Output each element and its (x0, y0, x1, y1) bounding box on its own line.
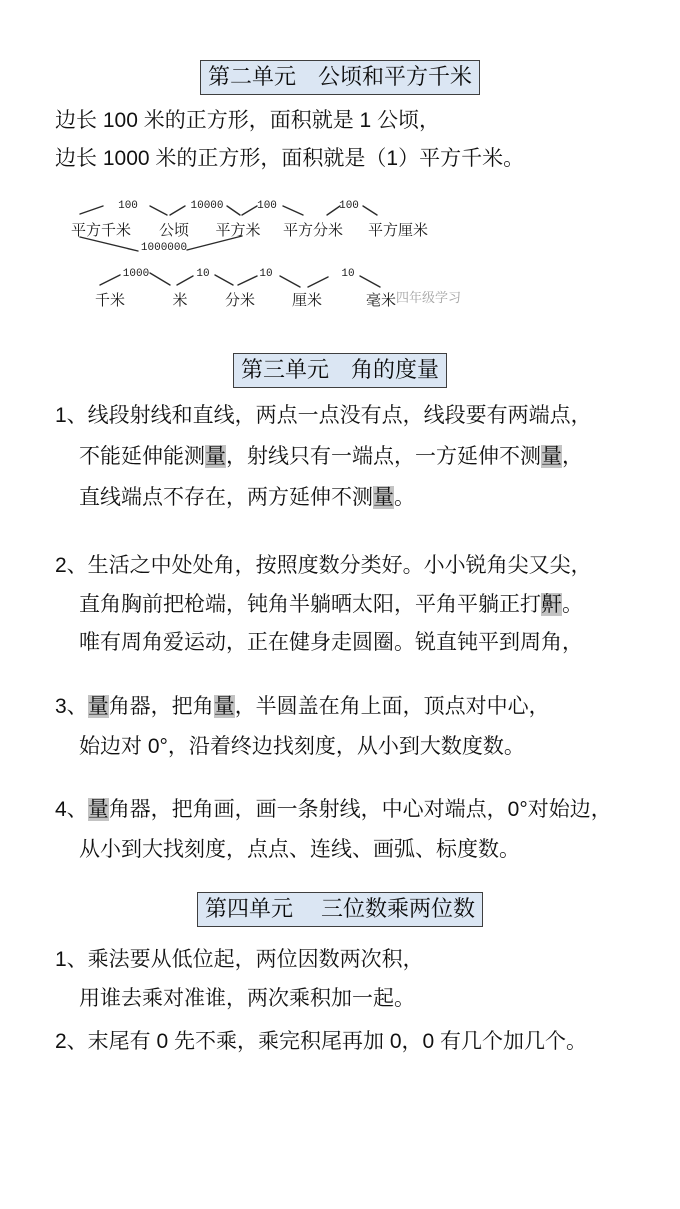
unit-label: 厘米 (291, 292, 323, 309)
factor-value: 10 (196, 268, 210, 280)
unit-label: 米 (172, 292, 188, 309)
factor-value: 100 (257, 200, 277, 212)
point-line: 1、线段射线和直线，两点一点没有点，线段要有两端点， (55, 404, 592, 427)
section-unit2-title-row (0, 60, 680, 95)
unit-label: 平方分米 (282, 222, 344, 239)
section-unit4-title: 第四单元 三位数乘两位数 (197, 892, 483, 927)
factor-value: 1000 (122, 268, 150, 280)
bottom-factor-value: 1000000 (140, 242, 188, 254)
point-line: 3、量角器，把角量，半圆盖在角上面，顶点对中心， (55, 695, 550, 718)
unit-label: 千米 (94, 292, 126, 309)
unit2-intro (55, 102, 655, 178)
unit3-point-4 (55, 790, 655, 870)
point-line: 用谁去乘对准谁，两次乘积加一起。 (79, 987, 415, 1010)
unit3-point-3 (55, 687, 655, 767)
unit3-point-1 (55, 395, 655, 518)
section-unit3-title-row (0, 353, 680, 388)
unit-label: 平方厘米 (367, 222, 429, 239)
point-line: 从小到大找刻度，点点、连线、画弧、标度数。 (79, 838, 520, 861)
unit4-point-1 (55, 940, 655, 1018)
point-line: 直角胸前把枪端，钝角半躺晒太阳，平角平躺正打鼾。 (79, 592, 583, 616)
point-line: 2、生活之中处处角，按照度数分类好。小小锐角尖又尖， (55, 554, 592, 577)
unit3-point-2 (55, 547, 655, 663)
section-unit2-title: 第二单元 公顷和平方千米 (200, 60, 480, 95)
unit-label: 平方千米 (70, 222, 132, 239)
factor-value: 10 (259, 268, 273, 280)
point-line: 直线端点不存在，两方延伸不测量。 (79, 486, 415, 509)
unit-label: 毫米 (365, 292, 397, 309)
unit-label: 分米 (224, 292, 256, 309)
factor-value: 100 (118, 200, 138, 212)
unit-label: 公顷 (158, 222, 190, 239)
point-line: 4、量角器，把角画，画一条射线，中心对端点，0°对始边， (55, 798, 612, 821)
factor-value: 10000 (190, 200, 224, 212)
unit-label: 平方米 (215, 222, 261, 239)
area-conversion-diagram (0, 195, 680, 259)
length-conversion-diagram (0, 262, 680, 322)
section-unit3-title: 第三单元 角的度量 (233, 353, 447, 388)
section-unit4-title-row (0, 892, 680, 927)
point-line: 唯有周角爱运动，正在健身走圆圈。锐直钝平到周角， (79, 631, 583, 654)
intro-line: 边长 1000 米的正方形，面积就是（1）平方千米。 (55, 147, 525, 170)
point-line: 1、乘法要从低位起，两位因数两次积， (55, 948, 424, 971)
point-line: 2、末尾有 0 先不乘，乘完积尾再加 0，0 有几个加几个。 (55, 1030, 588, 1053)
watermark-text: 四年级学习 (396, 290, 462, 305)
point-line: 不能延伸能测量，射线只有一端点，一方延伸不测量， (79, 445, 583, 468)
intro-line: 边长 100 米的正方形，面积就是 1 公顷， (55, 109, 441, 132)
point-line: 始边对 0°，沿着终边找刻度，从小到大数度数。 (79, 735, 525, 758)
factor-value: 100 (339, 200, 359, 212)
factor-value: 10 (341, 268, 355, 280)
unit4-point-2 (55, 1022, 655, 1061)
